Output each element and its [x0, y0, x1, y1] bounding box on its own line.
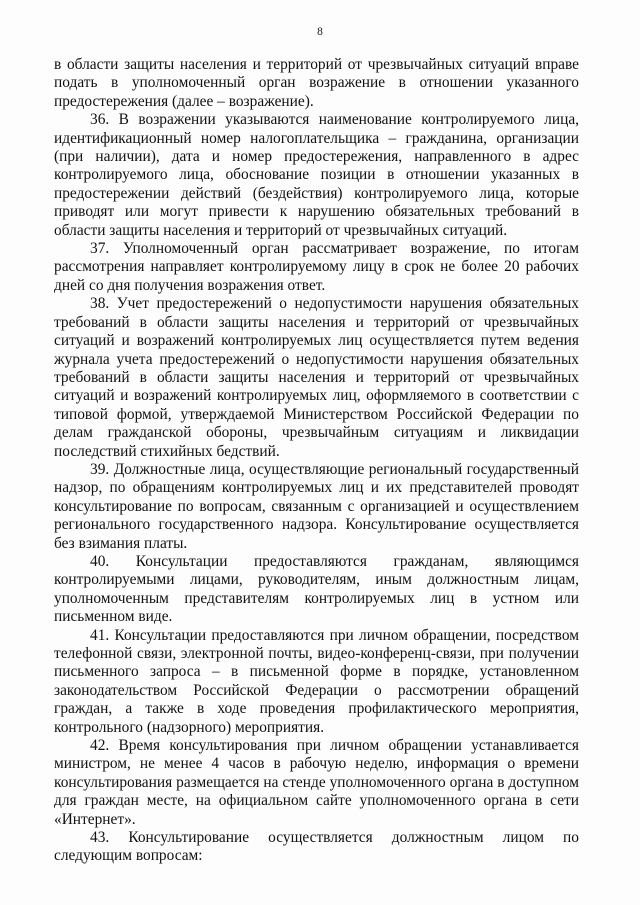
paragraph-continuation: в области защиты населения и территорий от чрезвычайных ситуаций вправе подать в уполномоченный орган возражение в отношении указанного предостережения (далее – возражение).: [54, 56, 579, 110]
paragraph-37: 37. Уполномоченный орган рассматривает возражение, по итогам рассмотрения направляет контролируемому лицу в срок не более 20 рабочих дней со дня получения возражения ответ.: [54, 240, 579, 294]
paragraph-39: 39. Должностные лица, осуществляющие региональный государственный надзор, по обращениям контролируемых лиц и их представителей проводят консультирование по вопросам, связанным с организацией и осуществлением регионального государственного надзора. Консультирование осуществляется без взимания платы.: [54, 460, 579, 552]
paragraph-36: 36. В возражении указываются наименование контролируемого лица, идентификационный номер налогоплательщика – гражданина, организации (при наличии), дата и номер предостережения, направленного в адрес контролируемого лица, обоснование позиции в отношении указанных в предостережении действий (бездействия) контролируемого лица, которые приводят или могут привести к нарушению обязательных требований в области защиты населения и территорий от чрезвычайных ситуаций.: [54, 111, 579, 239]
paragraph-38: 38. Учет предостережений о недопустимости нарушения обязательных требований в области защиты населения и территорий от чрезвычайных ситуаций и возражений контролируемых лиц осуществляется путем ведения журнала учета предостережений о недопустимости нарушения обязательных требований в области защиты населения и территорий от чрезвычайных ситуаций и возражений контролируемых лиц, оформляемого в соответствии с типовой формой, утверждаемой Министерством Российской Федерации по делам гражданской обороны, чрезвычайным ситуациям и ликвидации последствий стихийных бедствий.: [54, 295, 579, 460]
document-body: [54, 56, 579, 866]
page-number: 8: [317, 26, 323, 38]
paragraph-42: 42. Время консультирования при личном обращении устанавливается министром, не менее 4 часов в рабочую неделю, информация о времени консультирования размещается на стенде уполномоченного органа в доступном для граждан месте, на официальном сайте уполномоченного органа в сети «Интернет».: [54, 737, 579, 828]
paragraph-43: 43. Консультирование осуществляется должностным лицом по следующим вопросам:: [54, 829, 579, 865]
paragraph-40: 40. Консультации предоставляются гражданам, являющимся контролируемыми лицами, руководителям, иным должностным лицам, уполномоченным представителям контролируемых лиц в устном или письменном виде.: [54, 552, 579, 626]
paragraph-41: 41. Консультации предоставляются при личном обращении, посредством телефонной связи, электронной почты, видео-конференц-связи, при получении письменного запроса – в письменной форме в порядке, установленном законодательством Российской Федерации о рассмотрении обращений граждан, а также в ходе проведения профилактического мероприятия, контрольного (надзорного) мероприятия.: [54, 626, 579, 736]
